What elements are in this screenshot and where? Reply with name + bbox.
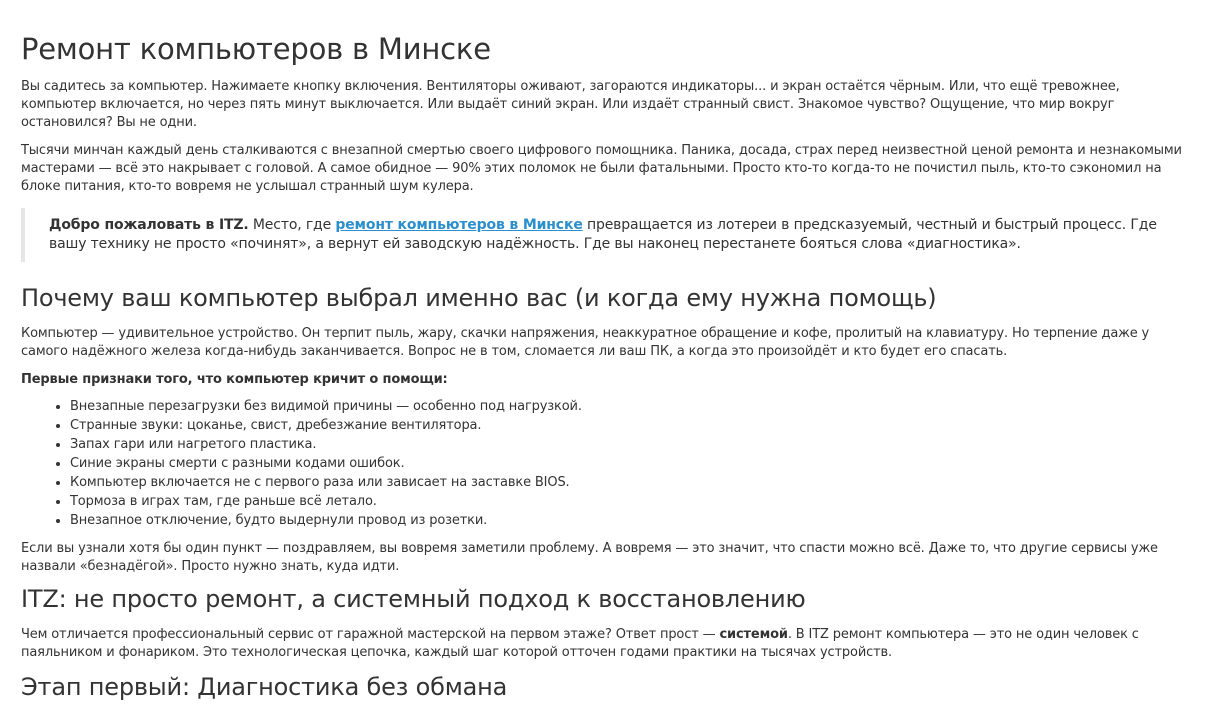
list-item: • Тормоза в играх там, где раньше всё летало. — [70, 492, 1187, 511]
itz-paragraph-bold: системой — [719, 627, 788, 642]
list-item: • Внезапные перезагрузки без видимой причины — особенно под нагрузкой. — [70, 397, 1187, 416]
intro-paragraph-2: Тысячи минчан каждый день сталкиваются с внезапной смертью своего цифрового помощника. Паника, досада, страх перед неизвестной ценой ремонта и незнакомыми мастерами — всё это накрывает с головой. А самое обидное — 90% этих поломок не были фатальными. Просто кто-то когда-то не почистил пыль, кто-то сэкономил на блоке питания, кто-то вовремя не услышал странный шум кулера. — [21, 143, 1182, 194]
list-item: • Запах гари или нагретого пластика. — [70, 435, 1187, 454]
welcome-quote — [21, 208, 1187, 262]
list-item: • Странные звуки: цоканье, свист, дребезжание вентилятора. — [70, 416, 1187, 435]
welcome-quote-text — [49, 216, 1167, 253]
why-paragraph-2: Если вы узнали хотя бы один пункт — поздравляем, вы вовремя заметили проблему. А вовремя — это значит, что спасти можно всё. Даже то, что другие сервисы уже назвали «безнадёгой». Просто нужно знать, куда идти. — [21, 541, 1158, 574]
page-title: Ремонт компьютеров в Минске — [21, 32, 491, 66]
signs-title: Первые признаки того, что компьютер кричит о помощи: — [21, 372, 448, 387]
section-heading-stage-1: Этап первый: Диагностика без обмана — [21, 673, 508, 701]
why-paragraph-1: Компьютер — удивительное устройство. Он терпит пыль, жару, скачки напряжения, неаккуратное обращение и кофе, пролитый на клавиатуру. Но терпение даже у самого надёжного железа когда-нибудь заканчивается. Вопрос не в том, сломается ли ваш ПК, а когда это произойдёт и кто будет его спасать. — [21, 326, 1150, 359]
list-item: • Синие экраны смерти с разными кодами ошибок. — [70, 454, 1187, 473]
welcome-quote-before-link: Место, где — [248, 217, 336, 233]
signs-list — [21, 397, 1187, 530]
repair-minsk-link[interactable]: ремонт компьютеров в Минске — [335, 217, 583, 233]
welcome-quote-after-link: превращается из лотереи в предсказуемый, честный и быстрый процесс. Где вашу технику не просто «починят», а вернут ей заводскую надёжность. Где вы наконец перестанете бояться слова «диагностика». — [49, 217, 1157, 252]
section-heading-why: Почему ваш компьютер выбрал именно вас (и когда ему нужна помощь) — [21, 284, 937, 312]
welcome-quote-bold: Добро пожаловать в ITZ. — [49, 217, 249, 233]
itz-paragraph-start: Чем отличается профессиональный сервис от гаражной мастерской на первом этаже? Ответ прост — — [21, 627, 720, 642]
itz-paragraph-end: . В ITZ ремонт компьютера — это не один человек с паяльником и фонариком. Это технологическая цепочка, каждый шаг которой отточен годами практики на тысячах устройств. — [21, 627, 1139, 660]
itz-paragraph — [21, 626, 1187, 662]
section-heading-itz: ITZ: не просто ремонт, а системный подход к восстановлению — [21, 585, 806, 613]
intro-paragraph-1: Вы садитесь за компьютер. Нажимаете кнопку включения. Вентиляторы оживают, загораются индикаторы... и экран остаётся чёрным. Или, что ещё тревожнее, компьютер включается, но через пять минут выключается. Или выдаёт синий экран. Или издаёт странный свист. Знакомое чувство? Ощущение, что мир вокруг остановился? Вы не одни. — [21, 79, 1120, 130]
list-item: • Компьютер включается не с первого раза или зависает на заставке BIOS. — [70, 473, 1187, 492]
list-item: • Внезапное отключение, будто выдернули провод из розетки. — [70, 511, 1187, 530]
